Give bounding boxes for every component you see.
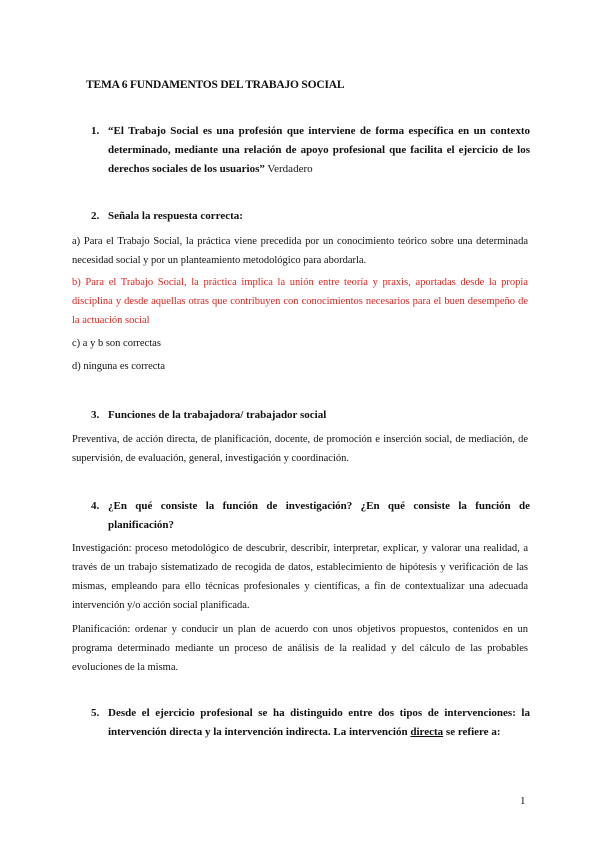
question-5 [86, 704, 530, 742]
option-a: a) Para el Trabajo Social, la práctica viene precedida por un conocimiento teórico sobre una determinada necesidad social y por un planteamiento metodológico para abordarla. [72, 236, 528, 266]
page-number: 1 [520, 795, 526, 807]
question-4 [86, 497, 530, 535]
question-text: Funciones de la trabajadora/ trabajador social [108, 409, 327, 421]
question-number: 5. [91, 707, 100, 719]
page-title: TEMA 6 FUNDAMENTOS DEL TRABAJO SOCIAL [86, 79, 345, 91]
question-number: 1. [91, 125, 100, 137]
question-text: Señala la respuesta correcta: [108, 210, 243, 222]
option-b-highlighted: b) Para el Trabajo Social, la práctica implica la unión entre teoría y praxis, aportadas desde la propia disciplina y desde aquellas otras que contribuyen con conocimientos necesarios para el buen desempeño de la actuación social [72, 277, 528, 326]
question-text [86, 122, 530, 179]
question-5-text-before: Desde el ejercicio profesional se ha distinguido entre dos tipos de intervenciones: la intervención directa y la intervención indirecta. La intervención [108, 707, 530, 738]
question-2 [86, 207, 530, 226]
question-number: 3. [91, 409, 100, 421]
question-text: ¿En qué consiste la función de investigación? ¿En qué consiste la función de planificación? [108, 500, 530, 531]
planificacion-paragraph: Planificación: ordenar y conducir un plan de acuerdo con unos objetivos propuestos, contenidos en un programa determinado mediante un proceso de análisis de la realidad y del cálculo de las probables evoluciones de la misma. [72, 624, 528, 673]
investigacion-paragraph: Investigación: proceso metodológico de descubrir, describir, interpretar, explicar, y valorar una realidad, a través de un trabajo sistematizado de recogida de datos, establecimiento de hipótesis y verificación de las mismas, empleando para ello técnicas profesionales y científicas, a fin de contextualizar una adecuada intervención y/o acción social planificada. [72, 543, 528, 611]
question-number: 4. [91, 500, 100, 512]
question-1 [86, 122, 530, 179]
question-number: 2. [91, 210, 100, 222]
question-3-answer: Preventiva, de acción directa, de planificación, docente, de promoción e inserción social, de mediación, de supervisión, de evaluación, general, investigación y coordinación. [72, 434, 528, 464]
question-5-text-after: se refiere a: [443, 726, 501, 738]
question-text [86, 704, 530, 742]
option-c: c) a y b son correctas [72, 338, 161, 349]
question-5-underlined: directa [410, 726, 444, 738]
option-d: d) ninguna es correcta [72, 361, 165, 372]
question-1-answer: Verdadero [264, 163, 313, 175]
question-1-statement: “El Trabajo Social es una profesión que interviene de forma específica en un contexto determinado, mediante una relación de apoyo profesional que facilita el ejercicio de los derechos sociales de los usuarios” [108, 125, 530, 175]
question-3 [86, 406, 530, 425]
